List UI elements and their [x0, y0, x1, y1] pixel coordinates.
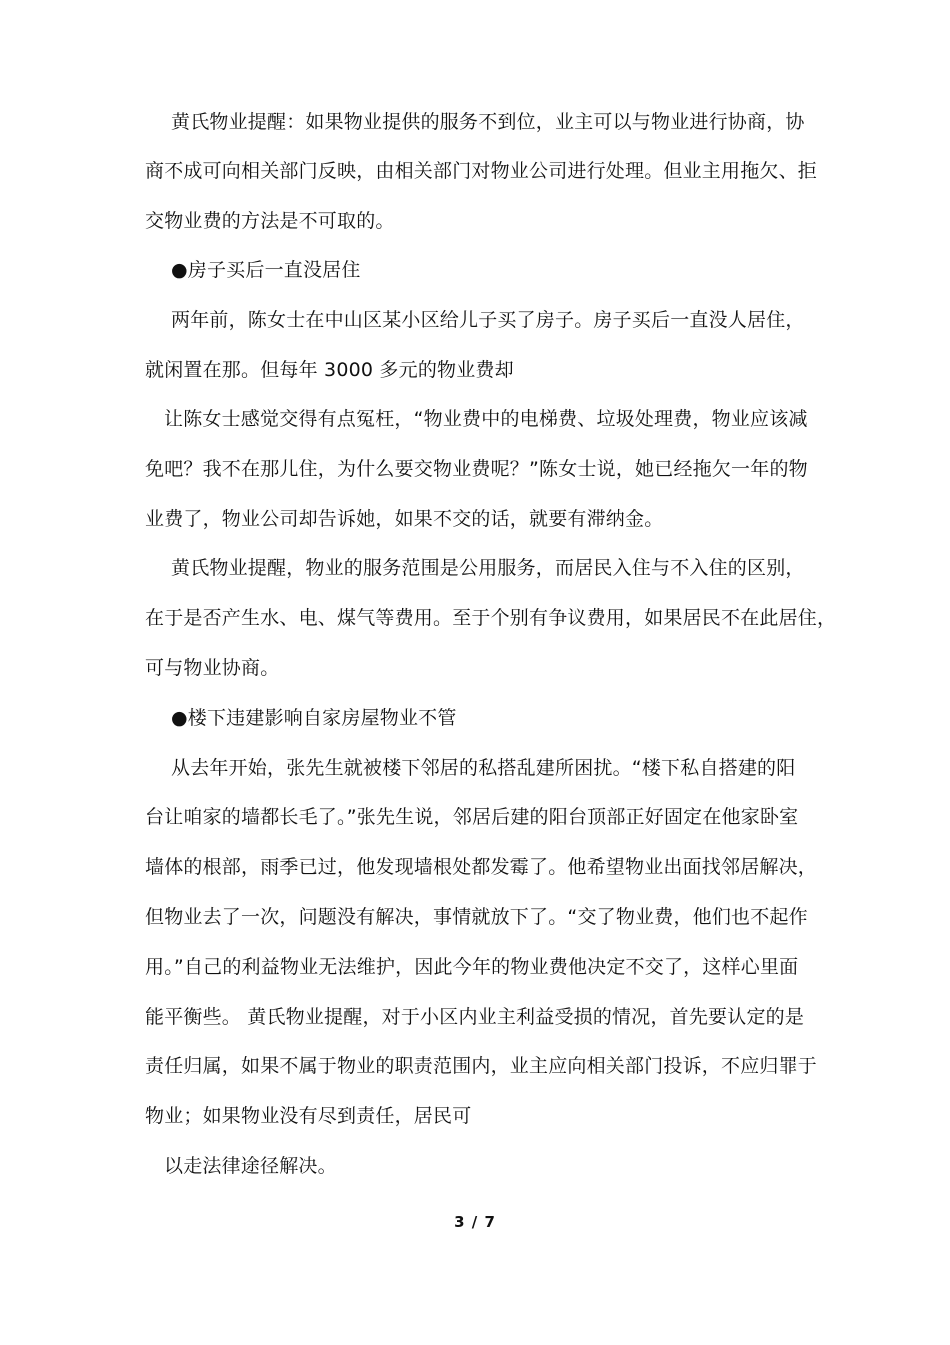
paragraph-line: 黄氏物业提醒，物业的服务范围是公用服务，而居民入住与不入住的区别，	[171, 557, 805, 579]
paragraph-line: 从去年开始，张先生就被楼下邻居的私搭乱建所困扰。“楼下私自搭建的阳	[171, 757, 796, 779]
paragraph-line: 责任归属，如果不属于物业的职责范围内，业主应向相关部门投诉，不应归罪于	[145, 1055, 818, 1077]
paragraph-line: 但物业去了一次，问题没有解决，事情就放下了。“交了物业费，他们也不起作	[145, 906, 808, 928]
paragraph-line: 用。”自己的利益物业无法维护，因此今年的物业费他决定不交了，这样心里面	[145, 956, 799, 978]
paragraph-line: 以走法律途径解决。	[164, 1155, 337, 1177]
page-number: 3 / 7	[454, 1213, 496, 1231]
paragraph-line: 可与物业协商。	[145, 657, 280, 679]
paragraph-line: 黄氏物业提醒：如果物业提供的服务不到位，业主可以与物业进行协商，协	[171, 111, 805, 133]
paragraph-line: 交物业费的方法是不可取的。	[145, 210, 395, 232]
paragraph-line: 在于是否产生水、电、煤气等费用。至于个别有争议费用，如果居民不在此居住，	[145, 607, 837, 629]
paragraph-line: 物业；如果物业没有尽到责任，居民可	[145, 1105, 472, 1127]
paragraph-line: 能平衡些。 黄氏物业提醒，对于小区内业主利益受损的情况，首先要认定的是	[145, 1006, 805, 1028]
paragraph-line: 商不成可向相关部门反映，由相关部门对物业公司进行处理。但业主用拖欠、拒	[145, 160, 818, 182]
paragraph-line: 两年前，陈女士在中山区某小区给儿子买了房子。房子买后一直没人居住，	[171, 309, 805, 331]
paragraph-line: 业费了，物业公司却告诉她，如果不交的话，就要有滞纳金。	[145, 508, 664, 530]
paragraph-line: 免吧？我不在那儿住，为什么要交物业费呢？”陈女士说，她已经拖欠一年的物	[145, 458, 808, 480]
paragraph-line: 让陈女士感觉交得有点冤枉，“物业费中的电梯费、垃圾处理费，物业应该减	[164, 408, 808, 430]
section-heading: ●房子买后一直没居住	[171, 259, 361, 281]
paragraph-line: 台让咱家的墙都长毛了。”张先生说，邻居后建的阳台顶部正好固定在他家卧室	[145, 806, 799, 828]
paragraph-line: 就闲置在那。但每年 3000 多元的物业费却	[145, 359, 514, 381]
section-heading: ●楼下违建影响自家房屋物业不管	[171, 707, 457, 729]
paragraph-line: 墙体的根部，雨季已过，他发现墙根处都发霉了。他希望物业出面找邻居解决，	[145, 856, 818, 878]
